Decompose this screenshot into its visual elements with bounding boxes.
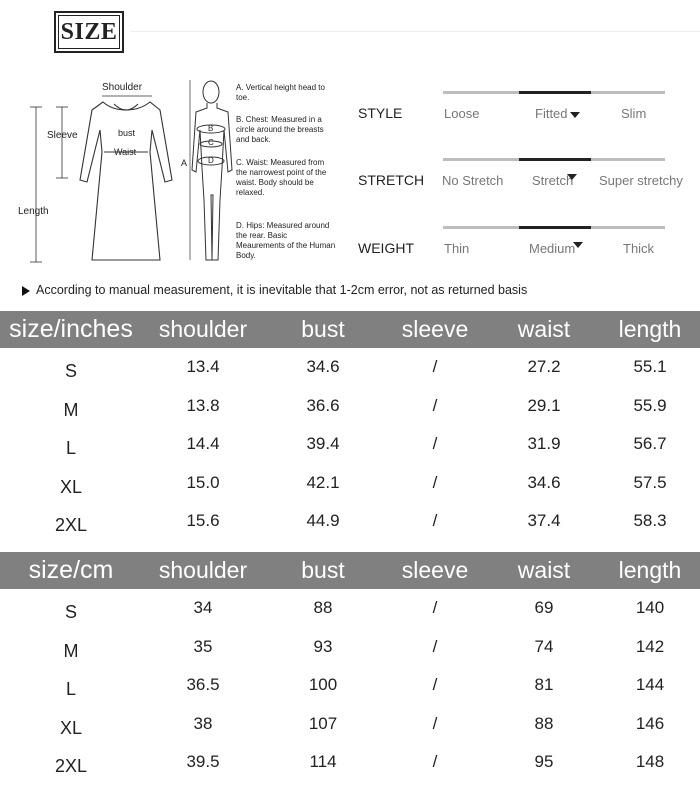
cell-length: 57.5 (633, 472, 667, 492)
body-figure-icon (190, 80, 232, 260)
table-row (0, 666, 700, 705)
style-option-slim: Slim (621, 106, 647, 121)
header-sleeve: sleeve (401, 557, 469, 583)
table-header (0, 311, 700, 348)
stretch-option-stretch: Stretch (532, 173, 577, 188)
cell-waist: 88 (534, 713, 554, 733)
dress-icon (80, 102, 172, 260)
caret-down-icon (570, 112, 580, 118)
weight-option-thick: Thick (623, 241, 655, 256)
cell-length: 144 (635, 675, 665, 694)
stretch-option-super-stretchy: Super stretchy (599, 173, 683, 188)
cell-sleeve: / (432, 752, 438, 771)
table-row (0, 743, 700, 782)
cell-waist: 29.1 (527, 395, 561, 415)
weight-scale (358, 226, 700, 266)
cell-waist: 81 (534, 675, 554, 694)
bust-label: bust (118, 128, 136, 138)
point-c-label: C (208, 138, 214, 147)
point-d-label: D (208, 156, 214, 165)
cell-bust: 34.6 (306, 357, 340, 376)
cell-bust: 93 (313, 636, 333, 656)
cell-sleeve: / (432, 357, 438, 376)
point-b-label: B (208, 124, 214, 133)
header-waist: waist (517, 316, 571, 342)
cell-sleeve: / (432, 434, 438, 453)
cell-size: L (65, 679, 76, 699)
cell-waist: 37.4 (527, 511, 561, 530)
cell-length: 146 (635, 713, 665, 733)
table-header (0, 552, 700, 589)
cell-bust: 88 (313, 598, 333, 617)
waist-label: Waist (114, 147, 137, 157)
cell-length: 56.7 (633, 434, 667, 453)
cell-shoulder: 34 (193, 598, 213, 617)
table-row (0, 502, 700, 541)
cell-bust: 42.1 (306, 472, 340, 492)
cell-length: 140 (635, 598, 665, 617)
cell-size: M (63, 640, 79, 661)
table-row (0, 705, 700, 744)
stretch-scale (358, 158, 700, 198)
length-label: Length (18, 206, 49, 217)
cell-size: 2XL (54, 756, 88, 776)
style-label: STYLE (358, 105, 403, 121)
cell-shoulder: 38 (193, 713, 213, 733)
cell-sleeve: / (432, 598, 438, 617)
cell-sleeve: / (432, 675, 438, 694)
cell-bust: 36.6 (306, 395, 340, 415)
cell-length: 55.1 (633, 357, 667, 376)
cell-sleeve: / (432, 395, 438, 415)
cell-sleeve: / (432, 472, 438, 492)
cell-size: S (64, 602, 77, 622)
header-shoulder: shoulder (158, 316, 248, 342)
table-row (0, 348, 700, 387)
header-bust: bust (301, 557, 345, 583)
cell-size: L (65, 438, 76, 458)
cm-size-table (0, 552, 700, 782)
header-size: size/inches (9, 315, 133, 343)
measurement-diagram (0, 70, 345, 275)
cell-waist: 95 (534, 752, 554, 771)
header-waist: waist (517, 557, 571, 583)
note-a: A. Vertical height head to toe. (236, 83, 325, 102)
point-a-label: A (181, 158, 188, 168)
cell-shoulder: 15.0 (186, 472, 220, 492)
note-b: B. Chest: Measured in a circle around the breasts and back. (236, 115, 324, 144)
cell-shoulder: 13.8 (186, 395, 220, 415)
cell-size: 2XL (54, 515, 88, 535)
cell-bust: 39.4 (306, 434, 340, 453)
cell-shoulder: 35 (193, 636, 213, 656)
style-option-loose: Loose (444, 106, 480, 121)
measurement-note: According to manual measurement, it is inevitable that 1-2cm error, not as returned basis (22, 283, 527, 297)
cell-sleeve: / (432, 511, 438, 530)
cell-sleeve: / (432, 713, 438, 733)
caret-down-icon (567, 174, 577, 180)
cell-waist: 27.2 (527, 357, 561, 376)
header-length: length (618, 316, 682, 342)
table-row (0, 425, 700, 464)
style-selected-indicator (519, 91, 591, 94)
table-row (0, 464, 700, 503)
cell-bust: 44.9 (306, 511, 340, 530)
table-row (0, 589, 700, 628)
size-badge: SIZE (54, 11, 124, 53)
cell-size: M (63, 399, 79, 420)
cell-length: 55.9 (633, 395, 667, 415)
cell-shoulder: 36.5 (186, 675, 220, 694)
cell-waist: 74 (534, 636, 554, 656)
weight-option-medium: Medium (529, 241, 583, 256)
cell-bust: 100 (308, 675, 338, 694)
cell-waist: 31.9 (527, 434, 561, 453)
table-row (0, 387, 700, 426)
header-sleeve: sleeve (401, 316, 469, 342)
weight-label: WEIGHT (358, 240, 414, 256)
style-scale (358, 91, 700, 131)
stretch-option-no-stretch: No Stretch (442, 173, 504, 188)
shoulder-label: Shoulder (102, 82, 143, 93)
inches-size-table (0, 311, 700, 541)
note-d: D. Hips: Measured around the rear. Basic Meaurements of the Human Body. (236, 221, 336, 260)
cell-size: XL (59, 476, 83, 497)
cell-length: 58.3 (633, 511, 667, 530)
header-length: length (618, 557, 682, 583)
style-option-fitted: Fitted (535, 106, 580, 121)
note-c: C. Waist: Measured from the narrowest point of the waist. Body should be relaxed. (236, 158, 327, 197)
cell-shoulder: 15.6 (186, 511, 220, 530)
play-triangle-icon (22, 286, 30, 296)
cell-bust: 107 (308, 713, 338, 733)
cell-size: S (64, 361, 77, 381)
cell-waist: 34.6 (527, 472, 561, 492)
header-bust: bust (301, 316, 345, 342)
caret-down-icon (573, 242, 583, 248)
cell-shoulder: 14.4 (186, 434, 220, 453)
cell-waist: 69 (534, 598, 554, 617)
header-size: size/cm (28, 556, 114, 584)
stretch-label: STRETCH (358, 172, 425, 188)
cell-sleeve: / (432, 636, 438, 656)
top-rule (130, 31, 700, 32)
table-row (0, 628, 700, 667)
cell-bust: 114 (309, 752, 337, 771)
cell-size: XL (59, 717, 83, 738)
cell-shoulder: 13.4 (186, 357, 220, 376)
cell-length: 142 (635, 636, 665, 656)
cell-length: 148 (635, 752, 665, 771)
cell-shoulder: 39.5 (186, 752, 220, 771)
sleeve-label: Sleeve (47, 130, 78, 141)
weight-selected-indicator (519, 226, 591, 229)
weight-option-thin: Thin (444, 241, 470, 256)
stretch-selected-indicator (519, 158, 591, 161)
header-shoulder: shoulder (158, 557, 248, 583)
